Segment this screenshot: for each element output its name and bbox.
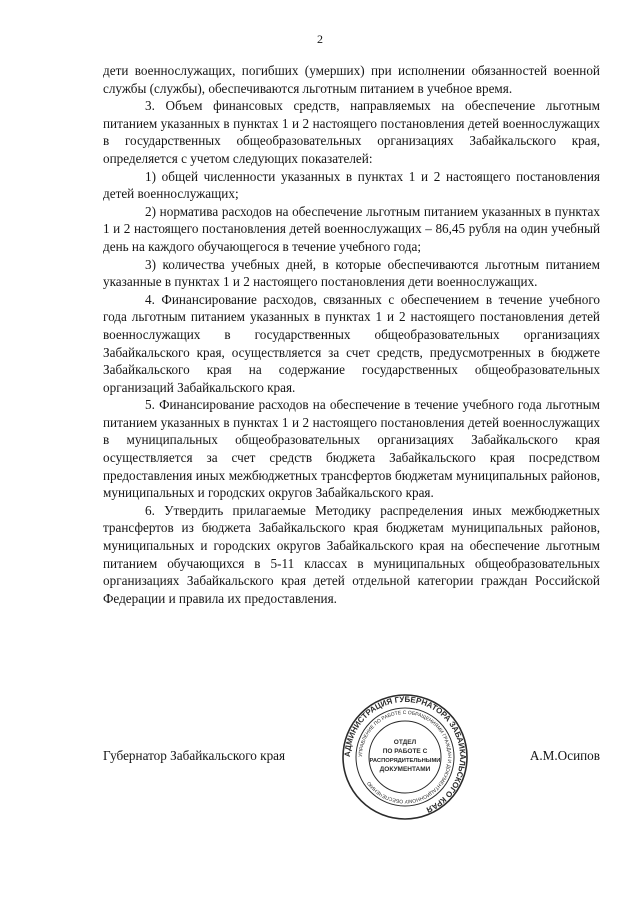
paragraph-item-4: 4. Финансирование расходов, связанных с обеспечением в течение учебного года льготным питанием указанных в пунктах 1 и 2 настоящего постановления детей военнослужащих в государственных общеобразовательных организациях Забайкальского края, осуществляется за счет средств, предусмотренных в бюджете Забайкальского края на содержание государственных общеобразовательных организаций Забайкальского края. (103, 291, 600, 395)
paragraph-item-6: 6. Утвердить прилагаемые Методику распределения иных межбюджетных трансфертов из бюджета Забайкальского края бюджетам муниципальных районов, муниципальных и городских округов Забайкальского края на обеспечение льготным питанием обучающихся в 5-11 классах в муниципальных общеобразовательных организациях Забайкальского края детей отдельной категории граждан Российской Федерации и правила их предоставления. (103, 502, 600, 606)
paragraph-item-5: 5. Финансирование расходов на обеспечение в течение учебного года льготным питанием указанных в пунктах 1 и 2 настоящего постановления детей военнослужащих в муниципальных общеобразовательных организациях Забайкальского края осуществляется за счет средств бюджета Забайкальского края посредством предоставления иных межбюджетных трансфертов бюджетам муниципальных районов, муниципальных и городских округов Забайкальского края. (103, 397, 600, 501)
paragraph-continuation: дети военнослужащих, погибших (умерших) при исполнении обязанностей военной службы (службы), обеспечиваются льготным питанием в учебное время. (103, 63, 600, 96)
signature-name: А.М.Осипов (529, 748, 600, 763)
official-stamp (340, 692, 470, 822)
stamp-center-line-3: РАСПОРЯДИТЕЛЬНЫМИ (369, 758, 441, 764)
stamp-inner-text: УПРАВЛЕНИЕ ПО РАБОТЕ С ОБРАЩЕНИЯМИ ГРАЖДАН И ДОКУМЕНТАЦИОННОМУ ОБЕСПЕЧЕНИЮ (357, 709, 453, 805)
stamp-middle-ring (356, 708, 454, 806)
paragraph-item-3: 3. Объем финансовых средств, направляемых на обеспечение льготным питанием указанных в пунктах 1 и 2 настоящего постановления детей военнослужащих в государственных общеобразовательных организациях Забайкальского края, определяется с учетом следующих показателей: (103, 98, 600, 166)
stamp-center-line-4: ДОКУМЕНТАМИ (379, 766, 431, 773)
page-number: 2 (317, 32, 323, 46)
stamp-inner-ring (369, 721, 441, 793)
signature-title: Губернатор Забайкальского края (103, 748, 286, 763)
stamp-outer-text: АДМИНИСТРАЦИЯ ГУБЕРНАТОРА ЗАБАЙКАЛЬСКОГО КРАЯ (342, 694, 468, 815)
paragraph-subitem-3: 3) количества учебных дней, в которые обеспечиваются льготным питанием указанные в пунктах 1 и 2 настоящего постановления дети военнослужащих. (103, 256, 600, 290)
stamp-center-line-2: ПО РАБОТЕ С (382, 748, 428, 755)
stamp-center-line-1: ОТДЕЛ (393, 739, 417, 746)
paragraph-subitem-1: 1) общей численности указанных в пунктах 1 и 2 настоящего постановления детей военнослужащих; (103, 168, 600, 202)
paragraph-subitem-2: 2) норматива расходов на обеспечение льготным питанием указанных в пунктах 1 и 2 настоящего постановления детей военнослужащих – 86,45 рубля на один учебный день на каждого обучающегося в течение учебного года; (103, 203, 600, 254)
document-body (103, 62, 600, 607)
